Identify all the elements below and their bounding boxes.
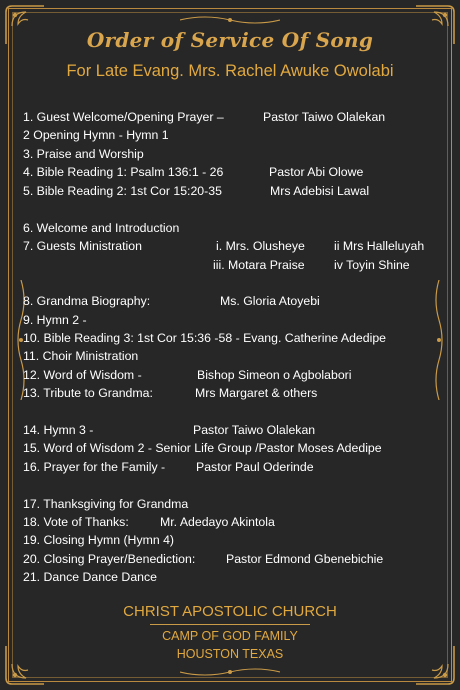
- program-item-person: iii. Motara Praise: [213, 258, 305, 272]
- program-item: 2 Opening Hymn - Hymn 1: [23, 128, 169, 142]
- program-item: 3. Praise and Worship: [23, 147, 144, 161]
- page-title: Order of Service Of Song: [86, 28, 374, 52]
- footer-divider: [150, 624, 310, 625]
- program-item: 14. Hymn 3 -: [23, 423, 94, 437]
- program-item: 6. Welcome and Introduction: [23, 221, 180, 235]
- program-item-person: Mrs Margaret & others: [195, 386, 318, 400]
- program-item: 13. Tribute to Grandma:: [23, 386, 153, 400]
- program-item-person: Mr. Adedayo Akintola: [160, 515, 275, 529]
- program-item-person: Pastor Taiwo Olalekan: [263, 110, 386, 124]
- program-item: 10. Bible Reading 3: 1st Cor 15:36 -58 - Evang. Catherine Adedipe: [23, 331, 386, 345]
- program-item-person: ii Mrs Halleluyah: [334, 239, 425, 253]
- program-item: 20. Closing Prayer/Benediction:: [23, 552, 196, 566]
- program-item: 19. Closing Hymn (Hymn 4): [23, 533, 175, 547]
- program-item: 5. Bible Reading 2: 1st Cor 15:20-35: [23, 184, 222, 198]
- parish-name: CAMP OF GOD FAMILY: [162, 629, 298, 643]
- page-subtitle: For Late Evang. Mrs. Rachel Awuke Owolabi: [66, 62, 394, 80]
- church-location: HOUSTON TEXAS: [176, 647, 284, 661]
- program-item: 21. Dance Dance Dance: [23, 570, 157, 584]
- program-item: 7. Guests Ministration: [23, 239, 142, 253]
- program-item: 8. Grandma Biography:: [23, 294, 151, 308]
- program-item: 9. Hymn 2 -: [23, 313, 87, 327]
- program-item: 16. Prayer for the Family -: [23, 460, 166, 474]
- program-item-person: Mrs Adebisi Lawal: [270, 184, 370, 198]
- program-item-person: Pastor Paul Oderinde: [196, 460, 314, 474]
- program-item-person: i. Mrs. Olusheye: [216, 239, 305, 253]
- program-item-person: Pastor Abi Olowe: [269, 165, 364, 179]
- program-item: 11. Choir Ministration: [23, 349, 139, 363]
- program-item: 15. Word of Wisdom 2 - Senior Life Group /Pastor Moses Adedipe: [23, 441, 382, 455]
- program-item-person: Pastor Edmond Gbenebichie: [226, 552, 384, 566]
- program-item-person: iv Toyin Shine: [334, 258, 410, 272]
- program-item-person: Bishop Simeon o Agbolabori: [197, 368, 352, 382]
- program-item: 4. Bible Reading 1: Psalm 136:1 - 26: [23, 165, 224, 179]
- program-item: 12. Word of Wisdom -: [23, 368, 142, 382]
- program-item: 17. Thanksgiving for Grandma: [23, 497, 189, 511]
- program-item-person: Pastor Taiwo Olalekan: [193, 423, 316, 437]
- program-item: 18. Vote of Thanks:: [23, 515, 129, 529]
- program-item-person: Ms. Gloria Atoyebi: [220, 294, 320, 308]
- church-name: CHRIST APOSTOLIC CHURCH: [123, 603, 337, 620]
- program-item: 1. Guest Welcome/Opening Prayer –: [23, 110, 224, 124]
